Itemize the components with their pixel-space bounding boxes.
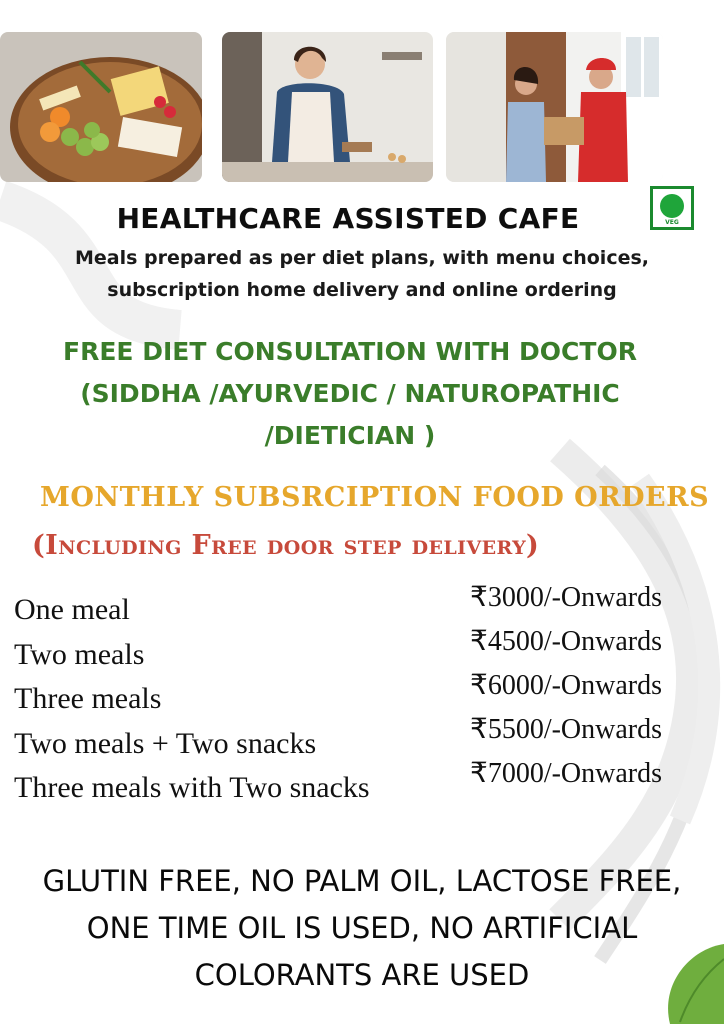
consultation-line-2: (SIDDHA /AYURVEDIC / NATUROPATHIC	[80, 379, 620, 408]
notice-line-1: GLUTIN FREE, NO PALM OIL, LACTOSE FREE,	[42, 864, 682, 898]
plan-name: Two meals + Two snacks	[14, 726, 317, 760]
notice-line-2: ONE TIME OIL IS USED, NO ARTIFICIAL	[86, 911, 638, 945]
plan-price: ₹7000/-Onwards	[470, 758, 663, 789]
plan-price: ₹3000/-Onwards	[470, 582, 663, 613]
plan-name: Three meals	[14, 682, 162, 715]
food-delivery-photo	[446, 32, 663, 182]
plan-name: One meal	[14, 593, 130, 626]
page-title: HEALTHCARE ASSISTED CAFE	[116, 202, 580, 235]
plan-price: ₹6000/-Onwards	[470, 670, 663, 701]
plan-price: ₹5500/-Onwards	[470, 714, 663, 745]
woman-cooking-photo	[222, 32, 433, 182]
plan-name: Three meals with Two snacks	[14, 771, 370, 804]
consultation-offer	[0, 331, 700, 457]
subscription-heading: MONTHLY SUBSRCIPTION FOOD ORDERS	[40, 482, 710, 513]
notice-line-3: COLORANTS ARE USED	[194, 958, 530, 992]
subtitle-line-1: Meals prepared as per diet plans, with menu choices,	[75, 247, 649, 269]
plan-list	[14, 588, 370, 811]
consultation-line-3: /DIETICIAN )	[264, 421, 436, 450]
consultation-line-1: FREE DIET CONSULTATION WITH DOCTOR	[63, 337, 637, 366]
subscription-subheading: (Including Free door step delivery)	[32, 530, 540, 561]
veg-label: VEG	[665, 219, 679, 226]
subtitle-line-2: subscription home delivery and online ordering	[107, 279, 617, 301]
price-list	[470, 576, 662, 796]
dietary-notice	[0, 858, 724, 999]
subtitle	[0, 242, 724, 306]
cheese-platter-photo	[0, 32, 202, 182]
plan-price: ₹4500/-Onwards	[470, 626, 663, 657]
plan-name: Two meals	[14, 637, 145, 671]
